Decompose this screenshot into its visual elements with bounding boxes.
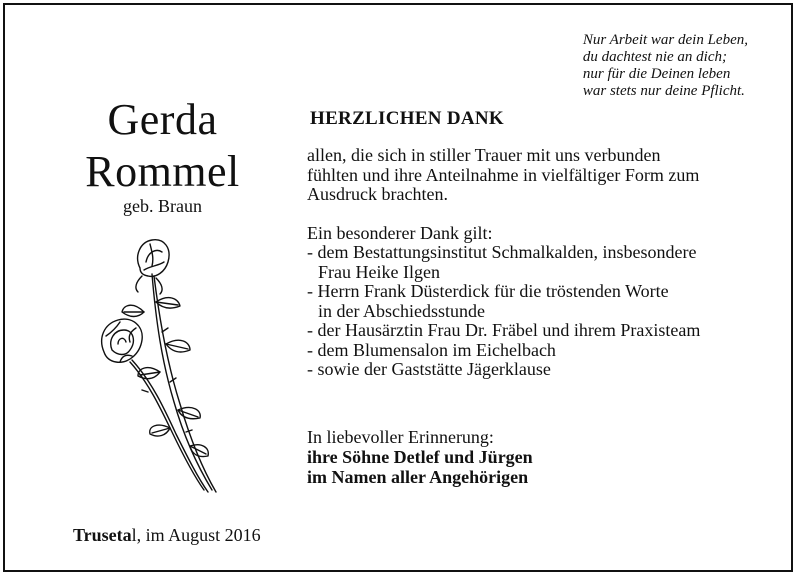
place-name: Truseta — [73, 525, 132, 545]
intro-line: Ausdruck brachten. — [307, 184, 448, 204]
deceased-last-name: Rommel — [85, 147, 240, 196]
poem-line: war stets nur deine Pflicht. — [582, 83, 745, 99]
poem-line: nur für die Deinen leben — [582, 66, 731, 82]
thanks-body — [307, 146, 767, 380]
memory-block — [307, 427, 533, 487]
special-thanks-title: Ein besonderer Dank gilt: — [307, 222, 493, 243]
memorial-poem — [583, 32, 748, 100]
thanks-item: - Herrn Frank Düsterdick für die tröstenden Worte — [307, 281, 669, 301]
memory-intro: In liebevoller Erinnerung: — [307, 427, 494, 447]
deceased-first-name: Gerda — [107, 95, 218, 144]
poem-line: du dachtest nie an dich; — [582, 49, 727, 65]
thanks-item: - der Hausärztin Frau Dr. Fräbel und ihrem Praxisteam — [307, 320, 701, 340]
intro-line: allen, die sich in stiller Trauer mit uns verbunden — [307, 145, 661, 165]
thanks-item: - dem Blumensalon im Eichelbach — [307, 339, 556, 360]
deceased-maiden-name: geb. Braun — [123, 196, 202, 216]
memory-sons: ihre Söhne Detlef und Jürgen — [307, 447, 533, 467]
intro-line: fühlten und ihre Anteilnahme in vielfältiger Form zum — [307, 164, 700, 185]
thanks-item: - dem Bestattungsinstitut Schmalkalden, insbesondere — [307, 242, 697, 262]
thanks-item-continuation: Frau Heike Ilgen — [318, 261, 440, 282]
thanks-heading: HERZLICHEN DANK — [310, 108, 504, 129]
thanks-item-continuation: in der Abschiedsstunde — [318, 300, 485, 321]
memory-family: im Namen aller Angehörigen — [307, 467, 529, 487]
date-text: l, im August 2016 — [131, 525, 261, 545]
poem-line: Nur Arbeit war dein Leben, — [582, 32, 748, 48]
rose-drawing-icon — [90, 232, 240, 494]
place-date — [73, 525, 261, 546]
thanks-item: - sowie der Gaststätte Jägerklause — [307, 359, 551, 379]
